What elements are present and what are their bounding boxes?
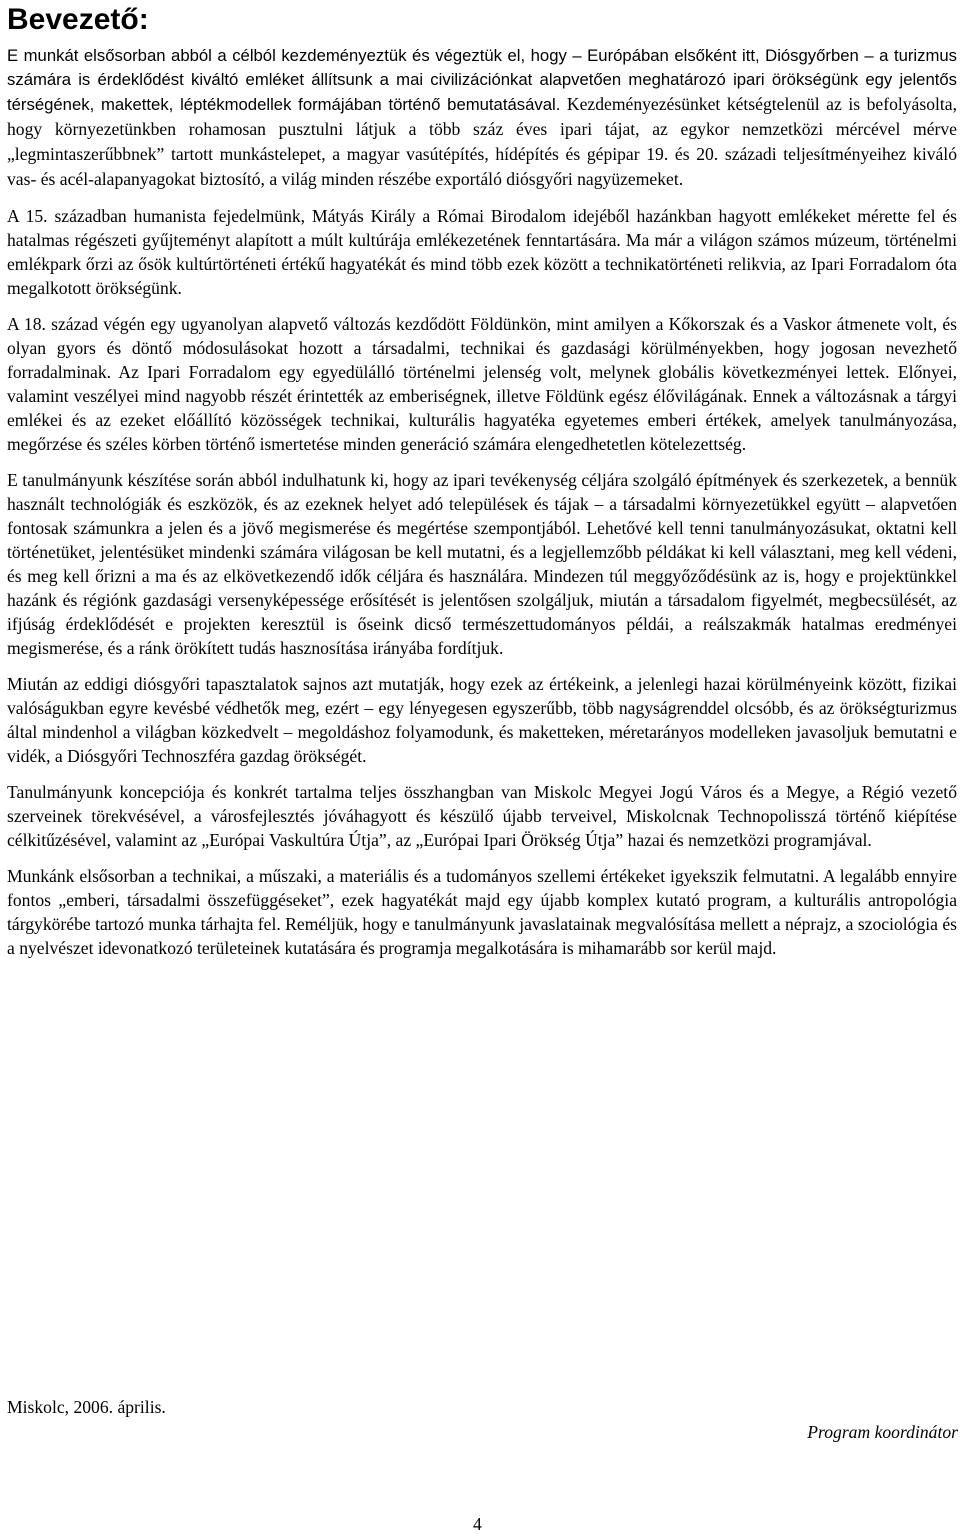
paragraph-industrial-revolution: A 18. század végén egy ugyanolyan alapvető változás kezdődött Földünkön, mint amilyen a Kőkorszak és a Vaskor átmenete volt, és olyan gyors és döntő módosulásokat hozott a társadalmi, technikai és gazdasági körülményekben, hogy jogosan nevezhető forradalminak. Az Ipari Forradalom egy egyedülálló történelmi jelenség volt, melynek globális következményei lettek. Előnyei, valamint veszélyei mind nagyobb részét érintették az emberiségnek, illetve Földünk egész élővilágának. Ennek a változásnak a tárgyi emlékei és az ezeket előállító közösségek technikai, kulturális hagyatéka egyetemes emberi értékek, amelyek tanulmányozása, megőrzése és széles körben történő ismertetése minden generáció számára elengedhetetlen kötelezettség. — [7, 314, 957, 454]
paragraph-intro — [7, 44, 957, 192]
paragraph-work-goals: Munkánk elsősorban a technikai, a műszaki, a materiális és a tudományos szellemi értékeket igyekszik felmutatni. A legalább ennyire fontos „emberi, társadalmi összefüggéseket”, ezek hagyatékát majd egy újabb komplex kutató program, a kulturális antropológia tárgykörébe tartozó munka tárhajta fel. Reméljük, hogy e tanulmányunk javaslatainak megvalósítása mellett a néprajz, a szociológia és a nyelvészet idevonatkozó területeinek kutatására és programja megalkotására is mihamarább sor kerül majd. — [7, 866, 957, 958]
signature: Program koordinátor — [807, 1422, 958, 1442]
place-date: Miskolc, 2006. április. — [7, 1397, 166, 1417]
document-page — [7, 0, 957, 960]
paragraph-intro-sans: E munkát elsősorban abból a célból kezdeményeztük és végeztük el, hogy – Európában elsőként itt, Diósgyőrben – a turizmus számára is érdeklődést kiváltó emléket állítsunk a mai civilizációnkat alapvetően meghatározó ipari örökségünk egy jelentős térségének, makettek, léptékmodellek formájában történő bemutatásával. — [7, 46, 957, 114]
paragraph-models: Miután az eddigi diósgyőri tapasztalatok sajnos azt mutatják, hogy ezek az értékeink, a jelenlegi hazai körülményeink között, fizikai valóságukban egyre kevésbé védhetők meg, ezért – egy lényegesen egyszerűbb, több nagyságrenddel olcsóbb, és az örökségturizmus által mindenhol a világban közkedvelt – megoldáshoz folyamodunk, és maketteken, méretarányos modelleken javasoljuk bemutatni e vidék, a Diósgyőri Technoszféra gazdag örökségét. — [7, 674, 957, 766]
page-title: Bevezető: — [7, 3, 149, 36]
paragraph-study-basis: E tanulmányunk készítése során abból indulhatunk ki, hogy az ipari tevékenység céljára szolgáló építmények és szerkezetek, a bennük használt technológiák és eszközök, és az ezeknek helyet adó települések és tájak – a társadalmi környezetükkel együtt – alapvetően fontosak számunkra a jelen és a jövő megismerése és megértése szempontjából. Lehetővé kell tenni tanulmányozásukat, oktatni kell történetüket, jelentésüket mindenki számára világosan be kell mutatni, és a legjellemzőbb példákat ki kell választani, meg kell védeni, és meg kell őrizni a ma és az elkövetkezendő idők céljára és használára. Mindezen túl meggyőződésünk az is, hogy e projektünkkel hazánk és régiónk gazdasági versenyképessége erősítését is jelentősen szolgáljuk, miután a társadalom figyelmét, megbecsülését, az ifjúság érdeklődését e projekten keresztül is őseink dicső természettudományos példái, a reálszakmák hatalmas eredményei megismerése, és a ránk örökített tudás hasznosítása irányába fordítjuk. — [7, 470, 957, 658]
paragraph-concept: Tanulmányunk koncepciója és konkrét tartalma teljes összhangban van Miskolc Megyei Jogú Város és a Megye, a Régió vezető szerveinek törekvésével, a városfejlesztés jóváhagyott és készülő újabb terveivel, Miskolcnak Technopolisszá történő kiépítése célkitűzésével, valamint az „Európai Vaskultúra Útja”, az „Európai Ipari Örökség Útja” hazai és nemzetközi programjával. — [7, 782, 957, 850]
paragraph-intro-serif: Kezdeményezésünket kétségtelenül az is befolyásolta, hogy környezetünkben rohamosan pusztulni látjuk a több száz éves ipari tájat, az egykor nemzetközi mércével mérve „legmintaszerűbbnek” tartott munkástelepet, a magyar vasútépítés, hídépítés és gépipar 19. és 20. századi teljesítményeihez kiváló vas- és acél-alapanyagokat biztosító, a világ minden részébe exportáló diósgyőri nagyüzemeket. — [7, 94, 957, 189]
page-number: 4 — [473, 1514, 482, 1534]
paragraph-matyas: A 15. században humanista fejedelmünk, Mátyás Király a Római Birodalom idejéből hazánkban hagyott emlékeket mérette fel és hatalmas régészeti gyűjteményt alapított a múlt kultúrája emlékezetének fenntartására. Ma már a világon számos múzeum, történelmi emlékpark őrzi az ősök kultúrtörténeti értékű hagyatékát és mind több ezek között a technikatörténeti relikvia, az Ipari Forradalom óta megalkotott örökségünk. — [7, 206, 957, 298]
